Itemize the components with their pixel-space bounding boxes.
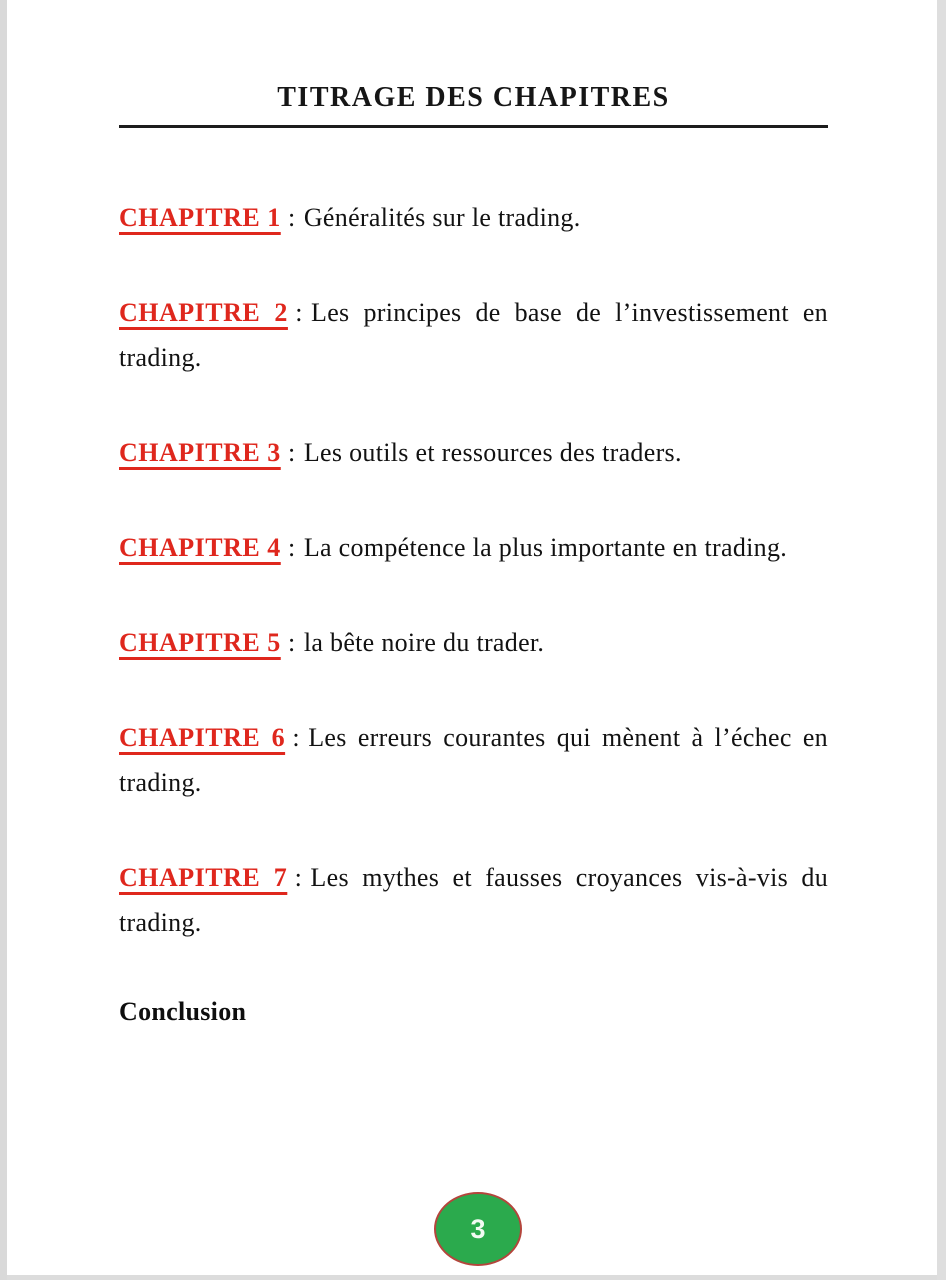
chapter-3-link[interactable]: CHAPITRE 3 <box>119 438 281 467</box>
page-number-badge <box>434 1192 522 1266</box>
document-page <box>7 0 937 1275</box>
chapter-4-link[interactable]: CHAPITRE 4 <box>119 533 281 562</box>
title-underline-rule <box>119 125 828 128</box>
chapter-7-link[interactable]: CHAPITRE 7 <box>119 863 288 892</box>
chapter-6-description: Les erreurs courantes qui mènent à l’échec en trading. <box>119 723 828 797</box>
separator-colon: : <box>288 628 296 657</box>
separator-colon: : <box>292 723 300 752</box>
chapter-4-description: La compétence la plus importante en trading. <box>303 533 788 562</box>
separator-colon: : <box>294 863 303 892</box>
chapter-1-description: Généralités sur le trading. <box>303 203 581 232</box>
chapter-entry <box>119 525 828 570</box>
chapter-entry <box>119 620 828 665</box>
chapter-3-description: Les outils et ressources des traders. <box>303 438 682 467</box>
conclusion-label: Conclusion <box>119 997 247 1026</box>
chapter-7-description: Les mythes et fausses croyances vis-à-vis du trading. <box>119 863 828 937</box>
separator-colon: : <box>288 203 296 232</box>
chapter-entry <box>119 715 828 805</box>
table-of-contents <box>7 0 937 1027</box>
chapter-6-link[interactable]: CHAPITRE 6 <box>119 723 286 752</box>
chapter-1-link[interactable]: CHAPITRE 1 <box>119 203 281 232</box>
page-edge-right <box>937 0 946 1280</box>
chapter-5-link[interactable]: CHAPITRE 5 <box>119 628 281 657</box>
page-edge-left <box>0 0 7 1280</box>
separator-colon: : <box>288 533 296 562</box>
separator-colon: : <box>288 438 296 467</box>
chapter-entry <box>119 430 828 475</box>
page-number: 3 <box>470 1213 486 1244</box>
chapter-entry <box>119 195 828 240</box>
chapter-5-description: la bête noire du trader. <box>303 628 545 657</box>
chapter-2-link[interactable]: CHAPITRE 2 <box>119 298 288 327</box>
separator-colon: : <box>295 298 303 327</box>
chapter-entry <box>119 855 828 945</box>
chapter-entry <box>119 290 828 380</box>
page-edge-bottom <box>7 1275 937 1280</box>
chapter-2-description: Les principes de base de l’investissement en trading. <box>119 298 828 372</box>
page-title: TITRAGE DES CHAPITRES <box>277 82 670 113</box>
